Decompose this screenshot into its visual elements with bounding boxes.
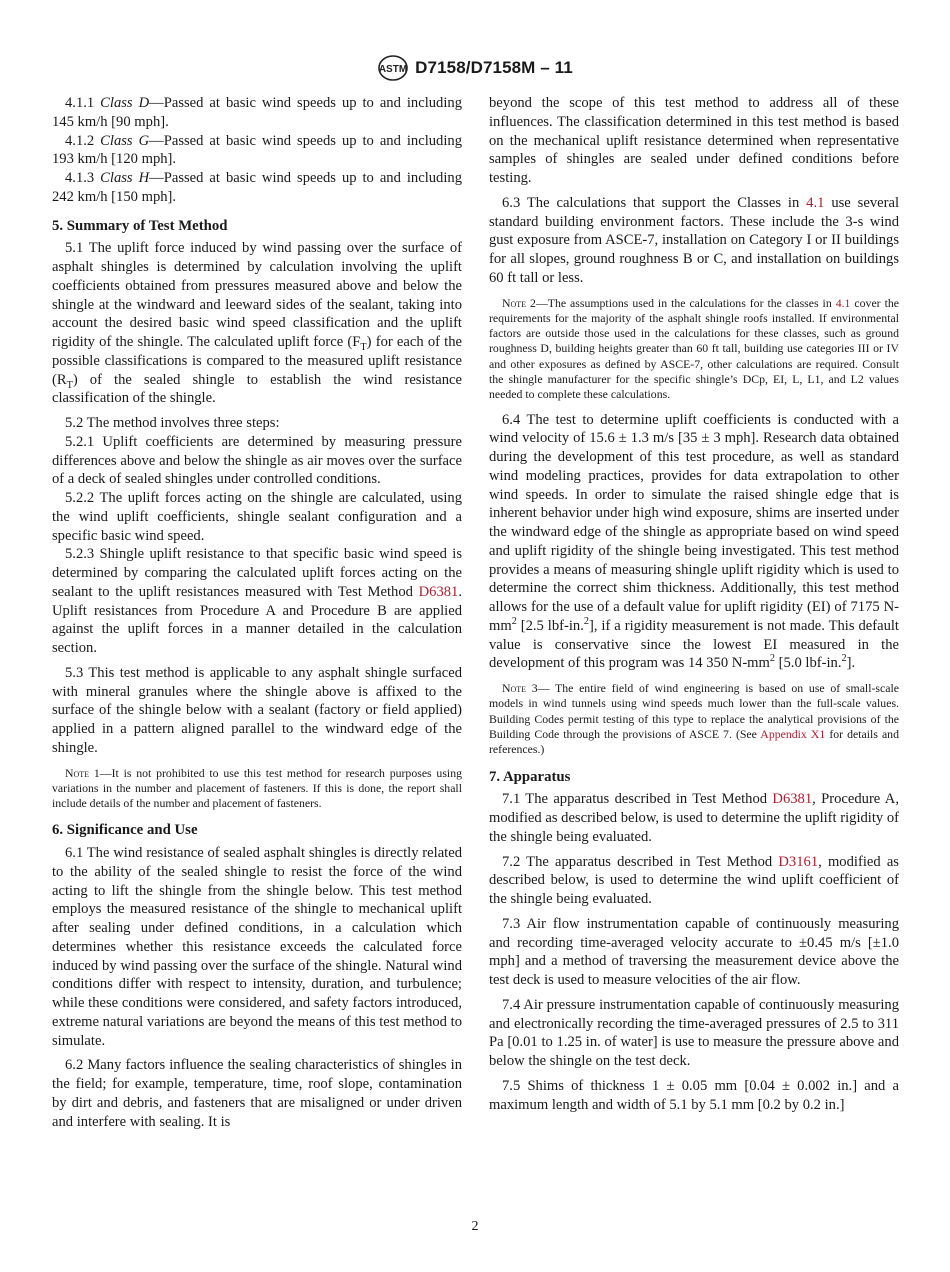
text: 3— The entire field of wind engineering is based on use of small-scale models in wind tunnels using wind speeds much lower than the full-scale values. Building Codes permit testing of this type to replace the analytical provisions of the Building Code through the provisions of ASCE 7. (See <box>489 681 899 741</box>
text: ) for each of the possible classifications is compared to the measured uplift resistance (R <box>52 334 462 388</box>
text: ]. <box>846 655 856 672</box>
text: [2.5 lbf-in. <box>516 617 584 634</box>
paragraph <box>489 194 899 288</box>
section-heading <box>489 768 899 787</box>
note <box>52 766 462 812</box>
text: [5.0 lbf-in. <box>775 655 842 672</box>
cross-reference-link[interactable]: 4.1 <box>835 295 851 310</box>
text: 5.2.3 Shingle uplift resistance to that specific basic wind speed is determined by comparing the calculated uplift forces acting on the sealant to the uplift resistances measured with Test Method <box>52 546 462 600</box>
italic-term: Class G <box>100 132 150 149</box>
text: 1—It is not prohibited to use this test method for research purposes using variations in the number and placement of fasteners. If this is done, the report shall include details of the number and placement of fasteners. <box>52 765 462 811</box>
text: 6.2 Many factors influence the sealing characteristics of shingles in the field; for example, temperature, time, roof slope, contamination by dirt and debris, and fasteners that are misaligned or under driven and interfere with sealing. It is <box>52 1057 462 1130</box>
document-designation: D7158/D7158M – 11 <box>415 58 573 77</box>
text: 6.3 The calculations that support the Classes in <box>502 194 807 211</box>
text: —Passed at basic wind speeds up to and including 193 km/h [120 mph]. <box>52 132 463 168</box>
text: 7.3 Air flow instrumentation capable of continuously measuring and recording time-averaged velocity accurate to ±0.45 m/s [±1.0 mph] and a method of traversing the measurement device above the test deck is used to measure velocities of the air flow. <box>489 915 899 989</box>
cross-reference-link[interactable]: D6381 <box>418 583 459 600</box>
paragraph <box>52 844 462 1050</box>
paragraph <box>52 433 462 489</box>
paragraph <box>52 664 462 758</box>
italic-term: Class D <box>100 95 150 111</box>
text: 7.5 Shims of thickness 1 ± 0.05 mm [0.04 ± 0.002 in.] and a maximum length and width of 5.1 by 5.1 mm [0.2 by 0.2 in.] <box>489 1077 899 1113</box>
note <box>489 681 899 757</box>
paragraph <box>52 132 462 170</box>
text: 5.2.2 The uplift forces acting on the shingle are calculated, using the wind uplift coefficients, shingle sealant configuration and a specific basic wind speed. <box>52 490 462 544</box>
paragraph <box>489 790 899 846</box>
cross-reference-link[interactable]: 4.1 <box>806 194 825 211</box>
text: 6.1 The wind resistance of sealed asphalt shingles is directly related to the ability of the sealed shingle to resist the force of the wind acting to lift the shingle from the shingle below. This test method employs the measured resistance of the shingle to mechanical uplift after sealing under defined conditions, in a calculation which determines whether this resistance exceeds the calculated force induced by wind passing over the surface of the shingle. Natural wind conditions differ with respect to intensity, duration, and turbulence; while these conditions were considered, and safety factors introduced, extreme natural variations are beyond the means of this test method to simulate. <box>52 845 462 1049</box>
paragraph <box>489 1077 899 1115</box>
text: 5. Summary of Test Method <box>52 217 228 234</box>
text: 6. Significance and Use <box>52 822 198 839</box>
note-label: Note <box>502 295 527 310</box>
italic-term: Class H <box>100 170 150 186</box>
text: 7. Apparatus <box>489 768 571 785</box>
subscript: T <box>66 379 73 391</box>
text: 7.4 Air pressure instrumentation capable of continuously measuring and electronically recording the time-averaged pressures of 2.5 to 311 Pa [0.01 to 1.25 in. of water] is use to measure the pressure above and below the shingle on the test deck. <box>489 996 899 1070</box>
text: . Uplift resistances from Procedure A and Procedure B are applied against the uplift forces in a manner detailed in the calculation section. <box>52 583 462 656</box>
right-column <box>489 94 899 1114</box>
superscript: 2 <box>511 615 517 627</box>
paragraph <box>489 853 899 909</box>
paragraph <box>489 915 899 990</box>
text: 5.1 The uplift force induced by wind passing over the surface of asphalt shingles is determined by calculation involving the uplift coefficients obtained from pressures measured above and below the shingle at the windward and leeward sides of the sealant, taking into account the desired basic wind speed classification and the uplift rigidity of the shingle. The calculated uplift force (F <box>52 240 462 350</box>
superscript: 2 <box>841 653 847 665</box>
text: 6.4 The test to determine uplift coefficients is conducted with a wind velocity of 15.6 ± 1.3 m/s [35 ± 3 mph]. Research data obtained during the development of this test procedure, as well as standard wind modeling practices, provides for data extrapolation to other wind speeds. In order to simulate the raised shingle edge that is inherent behavior under high wind exposure, shims are inserted under the windward edge of the shingle as appropriate based on wind speed and uplift rigidity of the shingle being investigated. This test method provides a means of measuring shingle uplift rigidity which is used to determine the correct shim thickness. Additionally, this test method allows for the use of a default value for uplift rigidity (EI) of 7175 N-mm <box>489 411 899 634</box>
text: , Procedure A, modified as described below, is used to determine the uplift rigidity of the shingle being evaluated. <box>489 791 900 845</box>
text: 5.2.1 Uplift coefficients are determined by measuring pressure differences above and below the shingle as air moves over the surface of a deck of sealed shingles under controlled conditions. <box>52 433 462 488</box>
note-label: Note <box>65 765 90 780</box>
section-heading <box>52 217 462 236</box>
superscript: 2 <box>583 615 589 627</box>
note <box>489 296 899 403</box>
text: , modified as described below, is used to determine the wind uplift coefficient of the shingle being evaluated. <box>489 853 899 908</box>
paragraph <box>52 545 462 658</box>
paragraph <box>52 169 462 207</box>
paragraph <box>52 414 462 433</box>
text: —Passed at basic wind speeds up to and including 242 km/h [150 mph]. <box>52 170 463 205</box>
paragraph <box>52 1056 462 1131</box>
text: 7.2 The apparatus described in Test Method <box>502 853 779 870</box>
cross-reference-link[interactable]: D6381 <box>772 791 813 808</box>
paragraph <box>52 94 462 132</box>
cross-reference-link[interactable]: D3161 <box>778 853 819 870</box>
paragraph <box>489 94 899 188</box>
text: ], if a rigidity measurement is not made. This default value is conservative since the lowest EI measured in the development of this program was 14 350 N-mm <box>489 617 899 672</box>
text: use several standard building environment factors. These include the 3-s wind gust exposure from ASCE-7, installation on Category I or II buildings for all slopes, ground roughness B or C, and installation on buildings 60 ft tall or less. <box>489 194 899 286</box>
page-header <box>0 54 950 82</box>
text: 2—The assumptions used in the calculations for the classes in <box>526 295 836 310</box>
paragraph <box>52 489 462 545</box>
left-column <box>52 94 462 1131</box>
note-label: Note <box>502 681 527 696</box>
cross-reference-link[interactable]: Appendix X1 <box>760 726 826 741</box>
text: 4.1.3 <box>65 170 101 186</box>
text: cover the requirements for the majority of the asphalt shingle roofs installed. If environmental factors are outside those used in the calculations for these classes, such as ground roughness D, building heights greater than 60 ft tall, building use categories III or IV and other exposures as defined by ASCE-7, other calculations are required. Consult the shingle manufacturer for the specific shingle’s DCp, EI, L, L1, and L2 values needed to complete these calculations. <box>489 295 899 402</box>
text: —Passed at basic wind speeds up to and including 145 km/h [90 mph]. <box>52 95 463 130</box>
text: 5.2 The method involves three steps: <box>65 415 280 431</box>
section-heading <box>52 821 462 840</box>
text: 4.1.2 <box>65 132 101 149</box>
text: 7.1 The apparatus described in Test Method <box>502 791 773 808</box>
paragraph <box>489 411 899 674</box>
paragraph <box>52 239 462 408</box>
text: 4.1.1 <box>65 95 101 111</box>
svg-text:ASTM: ASTM <box>379 64 408 75</box>
astm-logo-icon <box>377 54 409 82</box>
text: for details and references.) <box>489 726 899 757</box>
subscript: T <box>360 341 367 353</box>
paragraph <box>489 996 899 1071</box>
page-number: 2 <box>471 1219 479 1234</box>
text: beyond the scope of this test method to address all of these influences. The classification determined in this test method is based on the mechanical uplift resistance determined when representative samples of shingles are sealed under defined conditions before testing. <box>489 95 899 186</box>
text: ) of the sealed shingle to establish the wind resistance classification of the shingle. <box>52 371 462 407</box>
text: 5.3 This test method is applicable to any asphalt shingle surfaced with mineral granules where the shingle above is affixed to the surface of the shingle below with a sealant (factory or field applied) applied in a pattern aligned parallel to the windward edge of the shingle. <box>52 664 462 756</box>
superscript: 2 <box>769 653 775 665</box>
